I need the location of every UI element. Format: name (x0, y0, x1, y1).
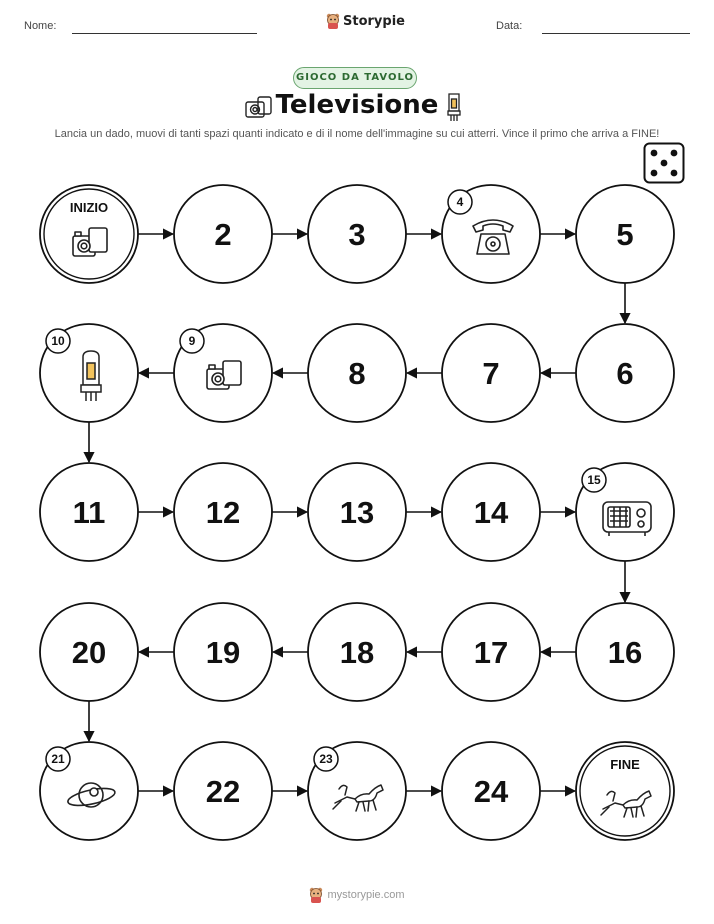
board-space-4 (442, 185, 540, 283)
space-number: 4 (456, 195, 464, 209)
finish-label: FINE (610, 757, 640, 772)
page-title: Televisione (275, 90, 439, 120)
space-number: 20 (71, 635, 107, 670)
space-number: 21 (51, 752, 65, 766)
board-space-3 (308, 185, 406, 283)
space-number: 5 (616, 217, 634, 252)
board-space-13 (308, 463, 406, 561)
camera-icon (73, 228, 107, 256)
board-space-20 (40, 603, 138, 701)
space-number: 17 (473, 635, 509, 670)
space-number: 9 (188, 334, 196, 348)
space-number: 22 (205, 774, 241, 809)
board-space-25 (576, 742, 674, 840)
space-number: 13 (339, 495, 375, 530)
name-label: Nome: (24, 20, 57, 32)
space-number: 7 (482, 356, 500, 391)
space-number: 10 (51, 334, 65, 348)
board-space-15 (576, 463, 674, 561)
board-space-16 (576, 603, 674, 701)
board-space-7 (442, 324, 540, 422)
instructions: Lancia un dado, muovi di tanti spazi quanti indicato e di il nome dell'immagine su cui atterri. Vince il primo che arriva a FINE! (54, 128, 660, 140)
space-number: 8 (348, 356, 366, 391)
space-number: 6 (616, 356, 634, 391)
board-space-1 (40, 185, 138, 283)
board-space-18 (308, 603, 406, 701)
board-space-22 (174, 742, 272, 840)
brand-name: Storypie (343, 13, 405, 29)
space-number: 2 (214, 217, 232, 252)
space-number: 23 (319, 752, 333, 766)
camera-icon (207, 361, 241, 389)
board-space-17 (442, 603, 540, 701)
footer-url: mystorypie.com (327, 889, 405, 901)
board-space-8 (308, 324, 406, 422)
radio-icon (603, 502, 651, 536)
board-space-10 (40, 324, 138, 422)
board-space-5 (576, 185, 674, 283)
date-label: Data: (496, 20, 523, 32)
space-number: 16 (607, 635, 643, 670)
space-number: 3 (348, 217, 366, 252)
board-space-14 (442, 463, 540, 561)
board-space-21 (40, 742, 138, 840)
board-space-6 (576, 324, 674, 422)
board-space-9 (174, 324, 272, 422)
space-number: 12 (205, 495, 241, 530)
bear-mascot-icon (309, 887, 323, 903)
space-number: 15 (587, 473, 601, 487)
board-space-2 (174, 185, 272, 283)
space-number: 11 (72, 495, 106, 530)
space-number: 19 (205, 635, 241, 670)
start-label: INIZIO (69, 200, 109, 215)
board-space-24 (442, 742, 540, 840)
space-number: 24 (473, 774, 509, 809)
board-space-23 (308, 742, 406, 840)
space-number: 14 (473, 495, 509, 530)
board-space-19 (174, 603, 272, 701)
board-space-12 (174, 463, 272, 561)
game-type-badge: GIOCO DA TAVOLO (293, 67, 417, 89)
space-number: 18 (339, 635, 375, 670)
board-space-11 (40, 463, 138, 561)
footer (0, 887, 714, 903)
